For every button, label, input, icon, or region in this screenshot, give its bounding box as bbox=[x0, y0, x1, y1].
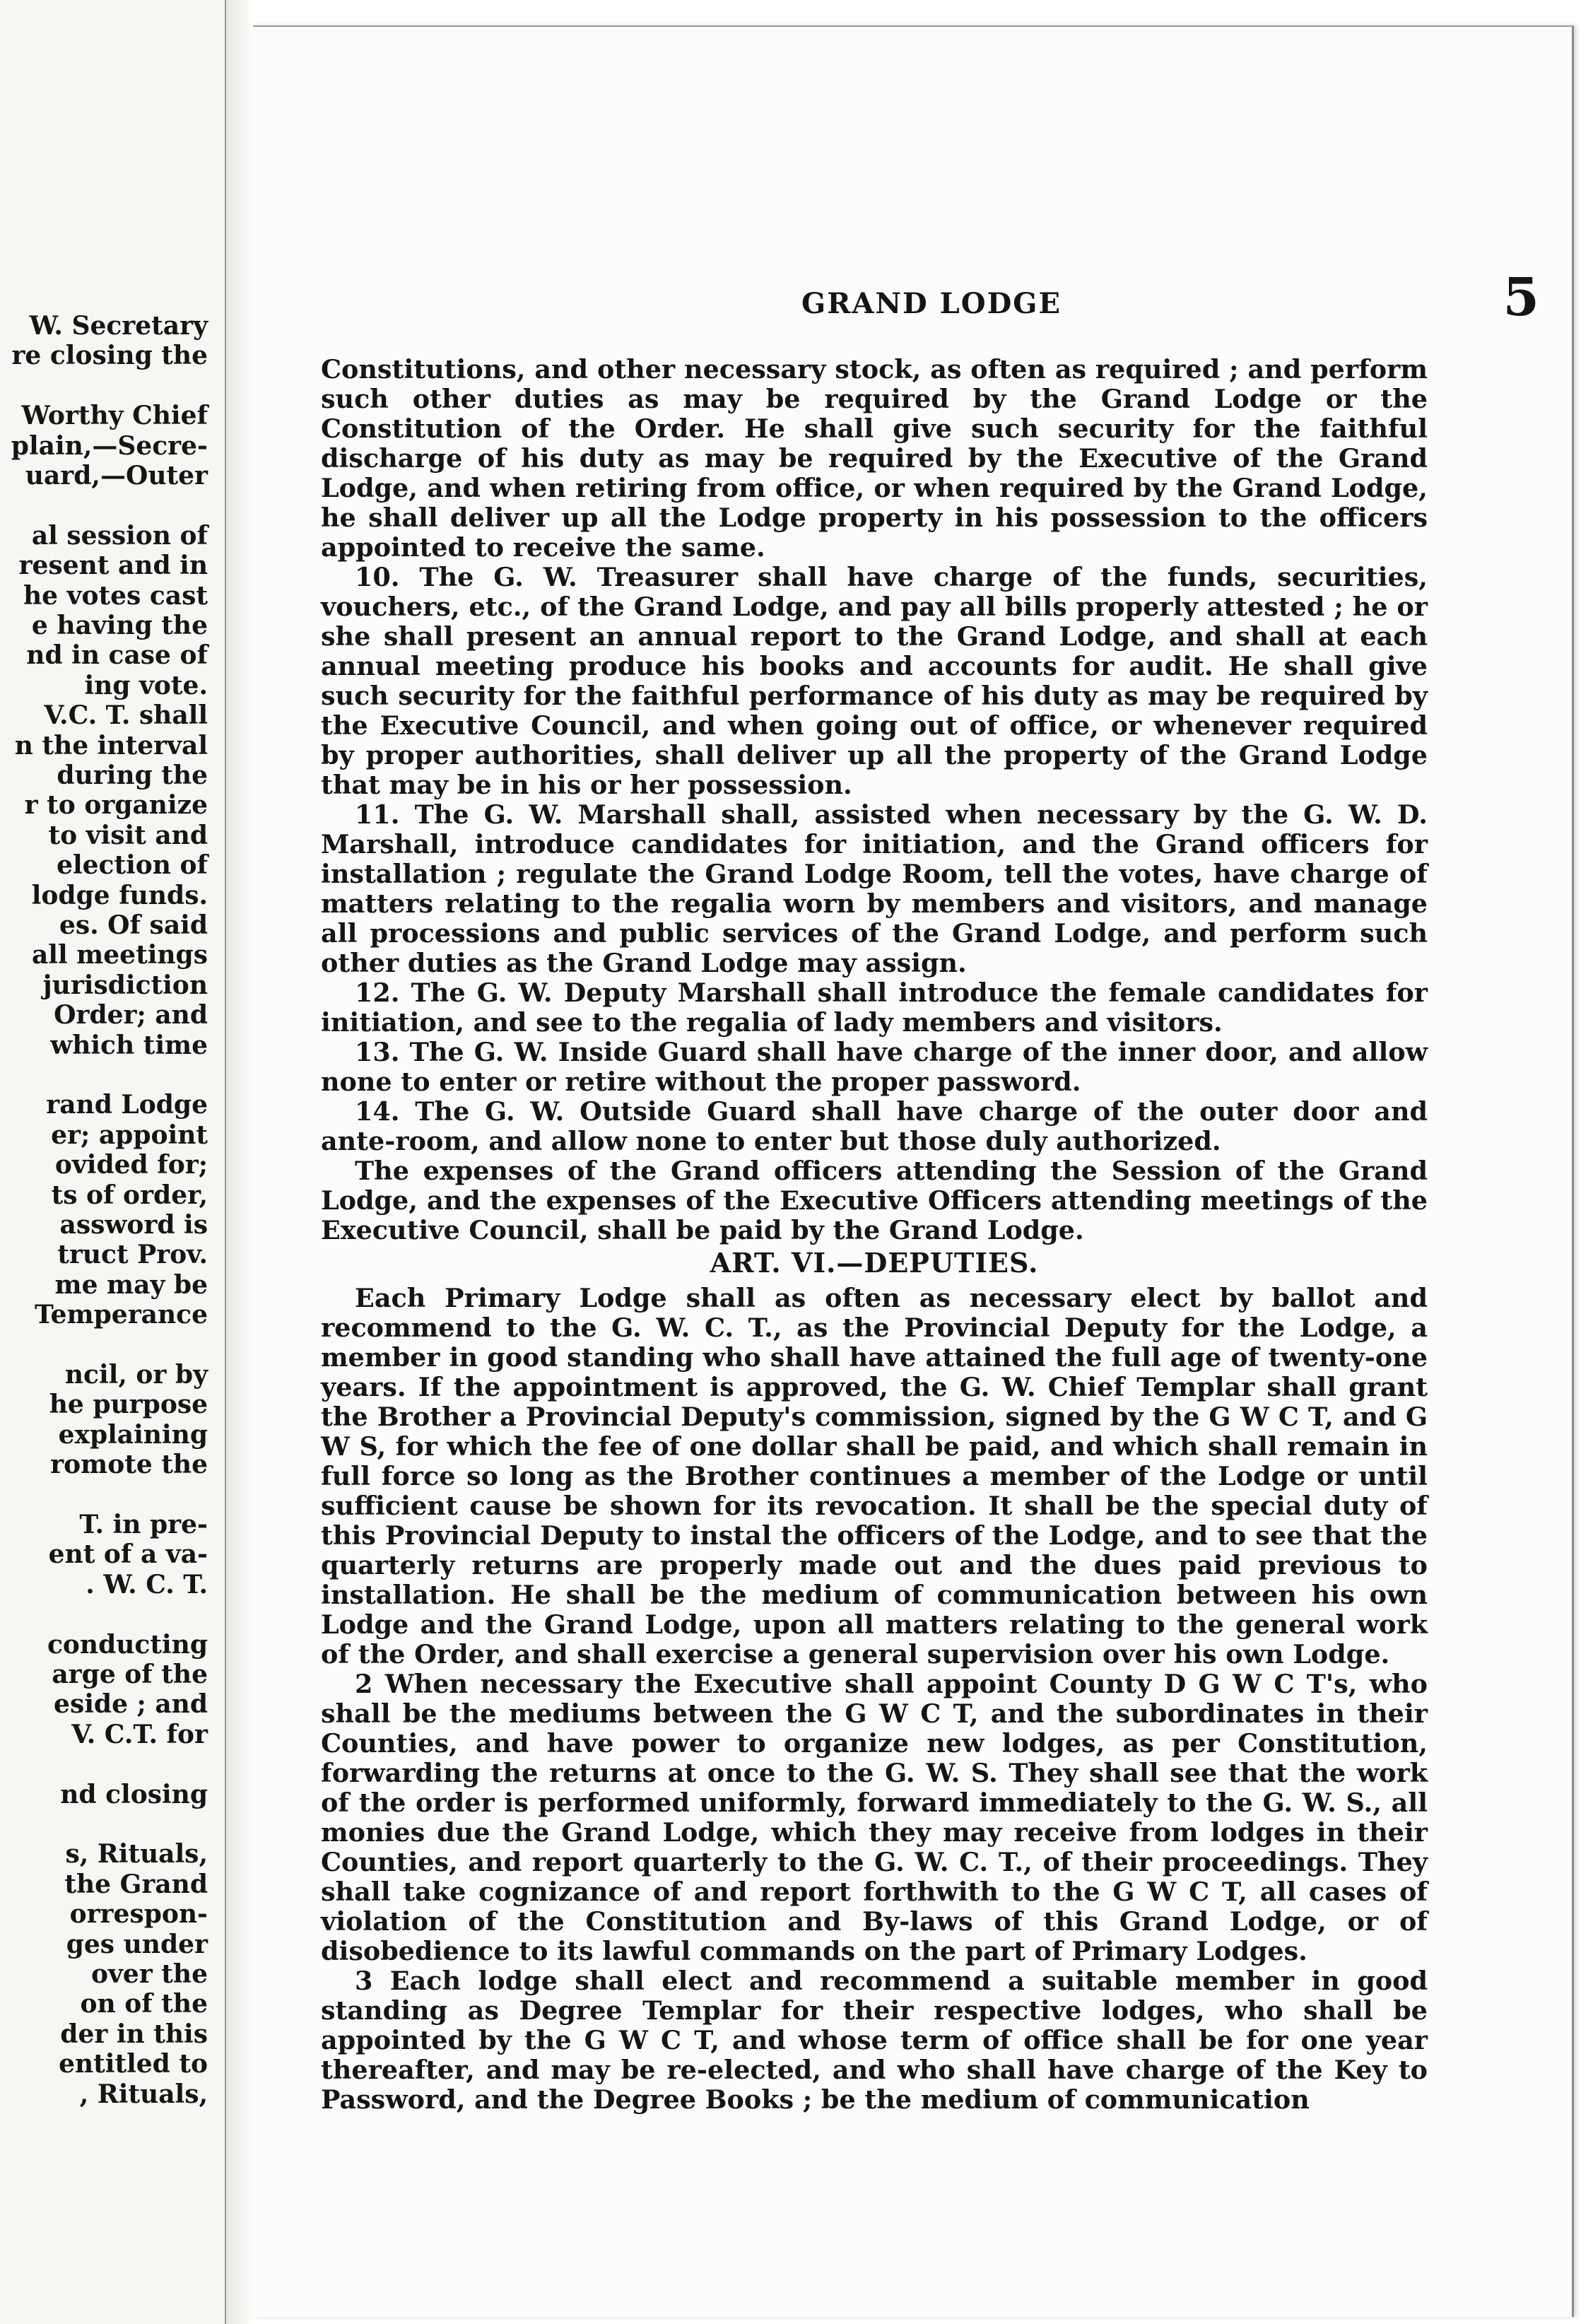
page-number: 5 bbox=[1503, 267, 1539, 328]
facing-page-line: T. in pre- bbox=[79, 1510, 208, 1539]
facing-page-line: s, Rituals, bbox=[65, 1839, 208, 1870]
facing-page-line: the Grand bbox=[64, 1869, 208, 1899]
facing-page-line: er; appoint bbox=[51, 1120, 208, 1150]
facing-page-line: nd in case of bbox=[26, 640, 208, 671]
facing-page-line: to visit and bbox=[48, 820, 208, 850]
facing-page-line: ing vote. bbox=[84, 670, 208, 700]
facing-page-line: me may be bbox=[54, 1269, 208, 1300]
book-page bbox=[253, 25, 1574, 2317]
facing-page-line: election of bbox=[57, 850, 208, 881]
facing-page-line: romote the bbox=[50, 1450, 208, 1480]
facing-page-line: ovided for; bbox=[54, 1150, 208, 1180]
facing-page-line: eside ; and bbox=[54, 1689, 208, 1720]
facing-page-line: he purpose bbox=[49, 1390, 208, 1420]
running-head: GRAND LODGE bbox=[801, 287, 1062, 320]
facing-page-line: on of the bbox=[80, 1989, 208, 2019]
facing-page-line: truct Prov. bbox=[57, 1240, 208, 1270]
facing-page-fragment bbox=[0, 0, 226, 2324]
facing-page-line: e having the bbox=[31, 611, 208, 640]
facing-page-line: n the interval bbox=[14, 730, 208, 761]
facing-page-line: Order; and bbox=[54, 1000, 208, 1031]
facing-page-line: der in this bbox=[60, 2019, 208, 2049]
paragraph-marshall: 11. The G. W. Marshall shall, assisted when necessary by the G. W. D. Marshall, introduce candidates for initiation, and the Grand officers for installation ; regulate the Grand Lodge Room, tell the votes, have charge of matters relating to the regalia worn by members and visitors, and manage all processions and public services of the Grand Lodge, and perform such other duties as the Grand Lodge may assign. bbox=[321, 799, 1428, 978]
paragraph-deputy-marshall: 12. The G. W. Deputy Marshall shall introduce the female candidates for initiation, and see to the regalia of lady members and visitors. bbox=[321, 978, 1428, 1038]
facing-page-line: r to organize bbox=[24, 790, 208, 821]
facing-page-line: which time bbox=[50, 1030, 208, 1060]
facing-page-line: over the bbox=[90, 1959, 208, 1989]
facing-page-line: orrespon- bbox=[69, 1899, 208, 1930]
facing-page-line: arge of the bbox=[52, 1660, 208, 1689]
facing-page-line: es. Of said bbox=[59, 910, 208, 940]
facing-page-line: during the bbox=[57, 761, 208, 790]
facing-page-line: ts of order, bbox=[51, 1180, 208, 1210]
facing-page-line: V.C. T. shall bbox=[44, 700, 208, 731]
facing-page-line: Temperance bbox=[34, 1300, 208, 1330]
paragraph-degree-templar: 3 Each lodge shall elect and recommend a suitable member in good standing as Degree Templar for their respective lodges, who shall be appointed by the G W C T, and whose term of office shall be for one year thereafter, and may be re-elected, and who shall have charge of the Key to Password, and the Degree Books ; be the medium of communication bbox=[321, 1966, 1428, 2115]
page-header bbox=[324, 267, 1539, 331]
facing-page-line: W. Secretary bbox=[29, 311, 208, 341]
facing-page-line: re closing the bbox=[11, 341, 208, 371]
facing-page-line: lodge funds. bbox=[31, 880, 208, 910]
facing-page-line: Worthy Chief bbox=[21, 401, 208, 431]
facing-page-line: nd closing bbox=[60, 1779, 208, 1809]
paragraph-continued: Constitutions, and other necessary stock, as often as required ; and perform such other duties as may be required by the Grand Lodge or the Constitution of the Order. He shall give such security for the faithful discharge of his duty as may be required by the Executive of the Grand Lodge, and when retiring from office, or when required by the Grand Lodge, he shall deliver up all the Lodge property in his possession to the officers appointed to receive the same. bbox=[321, 354, 1428, 563]
facing-page-line: resent and in bbox=[18, 551, 208, 581]
facing-page-line: explaining bbox=[58, 1419, 208, 1450]
facing-page-line: conducting bbox=[47, 1629, 208, 1660]
facing-page-line: assword is bbox=[59, 1210, 208, 1240]
facing-page-line: al session of bbox=[31, 520, 208, 551]
facing-page-line: all meetings bbox=[31, 940, 208, 970]
facing-page-line: entitled to bbox=[59, 2049, 208, 2079]
article-heading: ART. VI.—DEPUTIES. bbox=[710, 1247, 1039, 1279]
paragraph-county-deputies: 2 When necessary the Executive shall appoint County D G W C T's, who shall be the mediums between the G W C T, and the subordinates in their Counties, and have power to organize new lodges, as per Constitution, forwarding the returns at once to the G. W. S. They shall see that the work of the order is performed uniformly, forward immediately to the G. W. S., all monies due the Grand Lodge, which they may receive from lodges in their Counties, and report quarterly to the G. W. C. T., of their proceedings. They shall take cognizance of and report forthwith to the G W C T, all cases of violation of the Constitution and By-laws of this Grand Lodge, or of disobedience to its lawful commands on the part of Primary Lodges. bbox=[321, 1669, 1428, 1966]
paragraph-treasurer: 10. The G. W. Treasurer shall have charge of the funds, securities, vouchers, etc., of the Grand Lodge, and pay all bills properly attested ; he or she shall present an annual report to the Grand Lodge, and shall at each annual meeting produce his books and accounts for audit. He shall give such security for the faithful performance of his duty as may be required by the Executive Council, and when going out of office, or whenever required by proper authorities, shall deliver up all the property of the Grand Lodge that may be in his or her possession. bbox=[321, 562, 1428, 800]
facing-page-line: uard,—Outer bbox=[25, 461, 208, 491]
facing-page-line: , Rituals, bbox=[79, 2079, 208, 2109]
paragraph-outside-guard: 14. The G. W. Outside Guard shall have charge of the outer door and ante-room, and allow none to enter but those duly authorized. bbox=[321, 1096, 1428, 1156]
book-gutter bbox=[226, 0, 253, 2324]
facing-page-line: jurisdiction bbox=[42, 970, 208, 1000]
facing-page-line: ncil, or by bbox=[64, 1360, 208, 1390]
facing-page-line: he votes cast bbox=[23, 580, 208, 611]
facing-page-line: ges under bbox=[66, 1929, 208, 1959]
facing-page-line: rand Lodge bbox=[46, 1090, 208, 1120]
facing-page-line: plain,—Secre- bbox=[11, 430, 208, 461]
facing-page-line: . W. C. T. bbox=[86, 1569, 208, 1600]
text-column bbox=[321, 355, 1428, 2115]
paragraph-provincial-deputy: Each Primary Lodge shall as often as necessary elect by ballot and recommend to the G. W. C. T., as the Provincial Deputy for the Lodge, a member in good standing who shall have attained the full age of twenty-one years. If the appointment is approved, the G. W. Chief Templar shall grant the Brother a Provincial Deputy's commission, signed by the G W C T, and G W S, for which the fee of one dollar shall be paid, and which shall remain in full force so long as the Brother continues a member of the Lodge or until sufficient cause be shown for its revocation. It shall be the special duty of this Provincial Deputy to instal the officers of the Lodge, and to see that the quarterly returns are properly made out and the dues paid previous to installation. He shall be the medium of communication between his own Lodge and the Grand Lodge, upon all matters relating to the general work of the Order, and shall exercise a general supervision over his own Lodge. bbox=[321, 1283, 1428, 1669]
paragraph-expenses: The expenses of the Grand officers attending the Session of the Grand Lodge, and the expenses of the Executive Officers attending meetings of the Executive Council, shall be paid by the Grand Lodge. bbox=[321, 1156, 1428, 1245]
paragraph-inside-guard: 13. The G. W. Inside Guard shall have charge of the inner door, and allow none to enter or retire without the proper password. bbox=[321, 1037, 1428, 1097]
facing-page-line: ent of a va- bbox=[48, 1539, 208, 1570]
facing-page-line: V. C.T. for bbox=[71, 1719, 208, 1749]
